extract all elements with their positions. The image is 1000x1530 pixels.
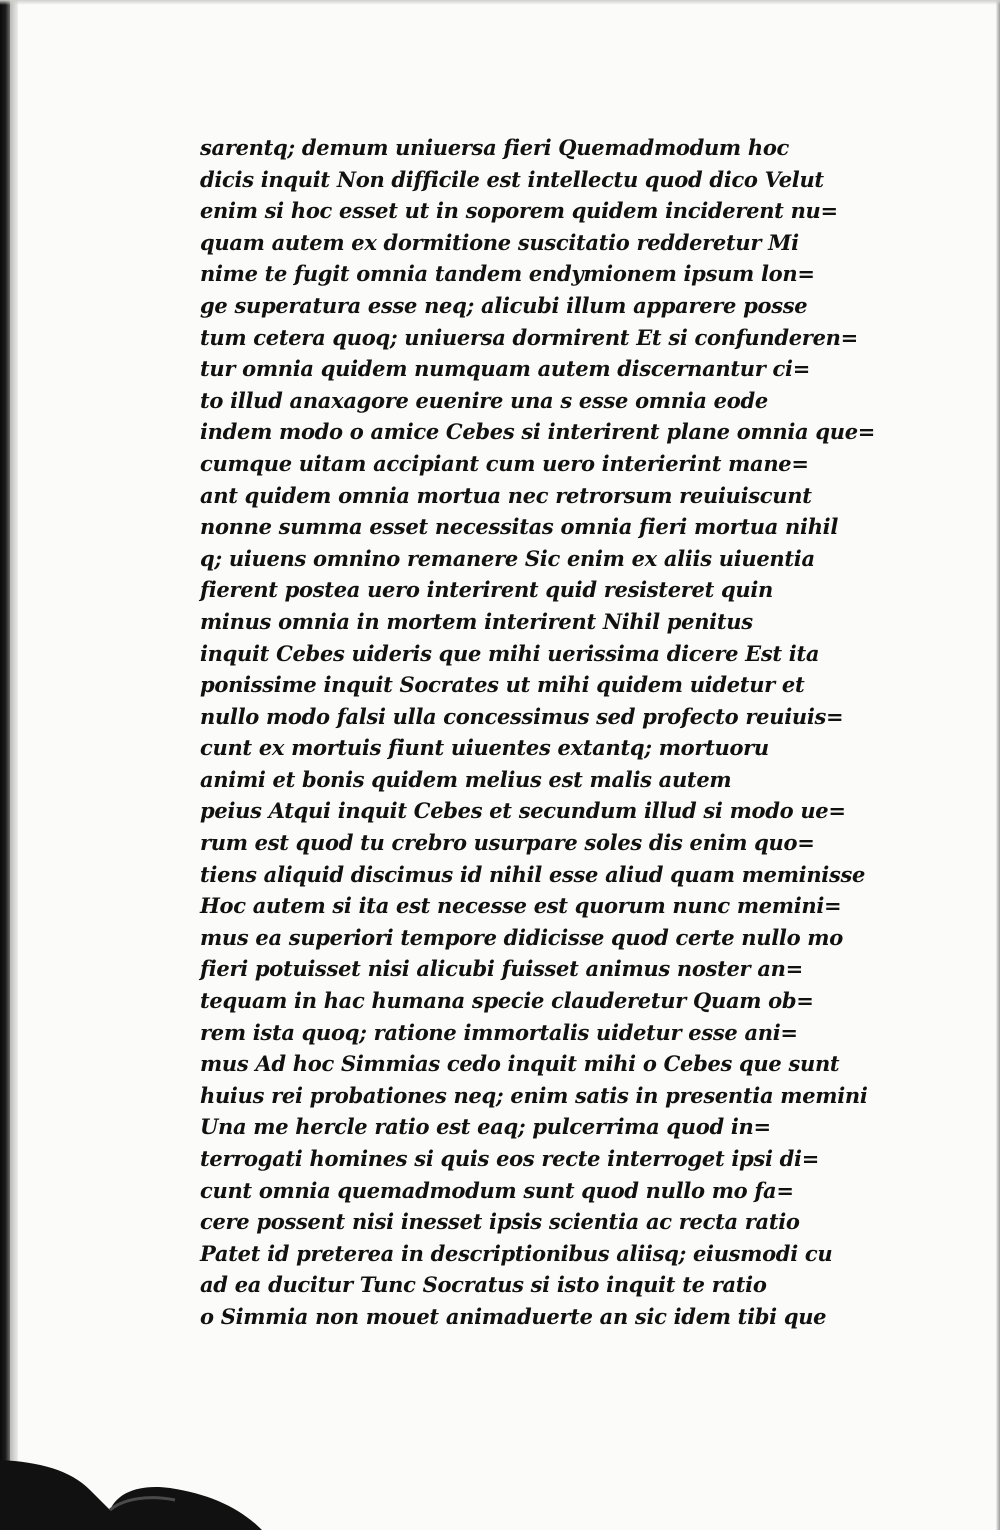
- manuscript-line: sarentq; demum uniuersa fieri Quemadmodum hoc: [200, 135, 790, 160]
- manuscript-line: tum cetera quoq; uniuersa dormirent Et si confunderen=: [200, 324, 858, 350]
- manuscript-line: inquit Cebes uideris que mihi uerissima dicere Est ita: [200, 640, 820, 666]
- manuscript-line: mus Ad hoc Simmias cedo inquit mihi o Cebes que sunt: [200, 1051, 840, 1077]
- manuscript-line: enim si hoc esset ut in soporem quidem inciderent nu=: [200, 198, 838, 224]
- manuscript-line: mus ea superiori tempore didicisse quod certe nullo mo: [200, 924, 843, 950]
- manuscript-line: dicis inquit Non difficile est intellectu quod dico Velut: [200, 166, 824, 192]
- manuscript-line: tur omnia quidem numquam autem discernantur ci=: [200, 356, 810, 382]
- manuscript-line: ad ea ducitur Tunc Socratus si isto inquit te ratio: [200, 1272, 767, 1298]
- manuscript-line: Patet id preterea in descriptionibus aliisq; eiusmodi cu: [200, 1240, 833, 1266]
- scan-edge-top: [0, 0, 1000, 5]
- manuscript-line: indem modo o amice Cebes si interirent plane omnia que=: [200, 419, 876, 445]
- manuscript-line: o Simmia non mouet animaduerte an sic idem tibi que: [200, 1303, 827, 1329]
- scan-shadow-corner: [0, 1440, 300, 1530]
- manuscript-line: tequam in hac humana specie clauderetur Quam ob=: [200, 988, 814, 1014]
- manuscript-line: tiens aliquid discimus id nihil esse aliud quam meminisse: [200, 861, 866, 887]
- scan-shadow-shape: [0, 1460, 262, 1530]
- manuscript-line: ponissime inquit Socrates ut mihi quidem uidetur et: [200, 672, 805, 698]
- scan-edge-right: [996, 0, 1000, 1530]
- manuscript-line: rum est quod tu crebro usurpare soles dis enim quo=: [200, 830, 815, 856]
- manuscript-line: peius Atqui inquit Cebes et secundum illud si modo ue=: [200, 798, 846, 824]
- manuscript-line: quam autem ex dormitione suscitatio redderetur Mi: [200, 229, 799, 255]
- manuscript-line: cumque uitam accipiant cum uero interierint mane=: [200, 450, 809, 476]
- manuscript-line: cere possent nisi inesset ipsis scientia ac recta ratio: [200, 1209, 800, 1235]
- manuscript-text-block: [200, 132, 920, 1333]
- manuscript-line: cunt omnia quemadmodum sunt quod nullo mo fa=: [200, 1177, 794, 1203]
- manuscript-line: fierent postea uero interirent quid resisteret quin: [200, 577, 773, 603]
- manuscript-line: minus omnia in mortem interirent Nihil penitus: [200, 608, 753, 634]
- manuscript-line: nonne summa esset necessitas omnia fieri mortua nihil: [200, 514, 839, 540]
- manuscript-line: q; uiuens omnino remanere Sic enim ex aliis uiuentia: [200, 545, 815, 571]
- manuscript-line: cunt ex mortuis fiunt uiuentes extantq; mortuoru: [200, 735, 769, 761]
- manuscript-line: to illud anaxagore euenire una s esse omnia eode: [200, 387, 768, 413]
- manuscript-line: Una me hercle ratio est eaq; pulcerrima quod in=: [200, 1114, 771, 1140]
- manuscript-line: nime te fugit omnia tandem endymionem ipsum lon=: [200, 261, 815, 287]
- manuscript-line: ge superatura esse neq; alicubi illum apparere posse: [200, 292, 808, 318]
- manuscript-line: rem ista quoq; ratione immortalis uidetur esse ani=: [200, 1019, 798, 1045]
- manuscript-line: animi et bonis quidem melius est malis autem: [200, 766, 732, 792]
- manuscript-line: ant quidem omnia mortua nec retrorsum reuiuiscunt: [200, 482, 812, 508]
- page-gutter: [10, 0, 18, 1530]
- manuscript-line: huius rei probationes neq; enim satis in presentia memini: [200, 1082, 868, 1108]
- manuscript-line: terrogati homines si quis eos recte interroget ipsi di=: [200, 1146, 819, 1171]
- scan-edge-left: [0, 0, 10, 1530]
- manuscript-line: Hoc autem si ita est necesse est quorum nunc memini=: [200, 893, 842, 919]
- manuscript-line: nullo modo falsi ulla concessimus sed profecto reuiuis=: [200, 703, 844, 729]
- manuscript-line: fieri potuisset nisi alicubi fuisset animus noster an=: [200, 956, 803, 982]
